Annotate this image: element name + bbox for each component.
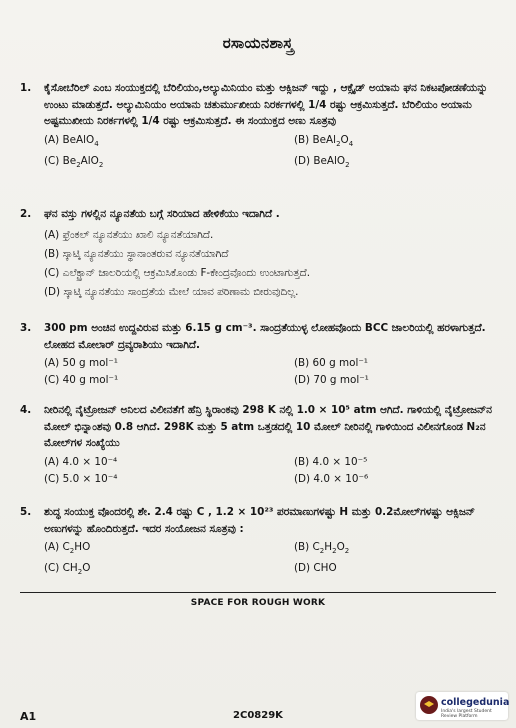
options-grid [44,540,506,579]
question-4 [20,402,506,486]
option-a: (A) 50 g mol⁻¹ [44,357,118,369]
question-1 [20,80,506,172]
option-b: (B) $BeAl_2O_4$ [294,133,354,148]
option-b: (B) ಸ್ಕಾಟ್ಕಿ ನ್ಯೂನತೆಯು ಸ್ಥಾನಾಂತರುವ ನ್ಯೂನತೆಯಾಗಿದೆ [44,247,229,260]
option-c: (C) 5.0 × 10⁻⁴ [44,472,118,485]
question-stem: 300 pm ಅಂಚಿನ ಉದ್ದವಿರುವ ಮತ್ತು 6.15 g cm⁻³. ಸಾಂದ್ರತೆಯುಳ್ಳ ಲೋಹವೊಂದು BCC ಜಾಲರಿಯಲ್ಲಿ ಹರಳಾಗುತ್ತದೆ. ಲೋಹದ ಮೋಲಾರ್ ದ್ರವ್ಯರಾಶಿಯು ಇದಾಗಿದೆ. [44,322,486,351]
logo-tagline: India's largest Student Review Platform [441,709,492,719]
option-b: (B) 4.0 × 10⁻⁵ [294,455,368,468]
booklet-code: 2C0829K [233,710,283,721]
page-label: A1 [20,710,37,723]
option-c: (C) $CH_2O$ [44,562,91,577]
option-a: (A) BeAlO$_4$ [44,133,99,148]
option-b: (B) 60 g mol⁻¹ [294,357,368,369]
rough-work-label: SPACE FOR ROUGH WORK [190,598,326,608]
option-c: (C) $Be_2AlO_2$ [44,154,104,169]
question-stem: ಕೈಸೋಬೆರಿಲ್ ಎಂಬ ಸಂಯುಕ್ತದಲ್ಲಿ ಬೆರಿಲಿಯಂ,ಅಲ್ಯುಮಿನಿಯಂ ಮತ್ತು ಆಕ್ಸಿಜನ್ ಇದ್ದು , ಆಕ್ಸೈಡ್ ಅಯಾನು ಘನ ನಿಕಟಪೋಡಣೆಯನ್ನು ಉಂಟು ಮಾಡುತ್ತದೆ. ಅಲ್ಯುಮಿನಿಯಂ ಅಯಾನು ಚತುರ್ಮುಖೀಯ ನಿರರ್ಕಗಳಲ್ಲಿ 1/4 ರಷ್ಟು ಆಕ್ರಮಿಸುತ್ತದೆ. ಬೆರಿಲಿಯಂ ಅಯಾನು ಅಷ್ಟಮುಖೀಯ ನಿರರ್ಕಗಳಲ್ಲಿ 1/4 ರಷ್ಟು ಆಕ್ರಮಿಸುತ್ತದೆ. ಈ ಸಂಯುಕ್ತದ ಅಣು ಸೂತ್ರವು [44,82,488,127]
option-d: (D) CHO [294,562,337,575]
rough-work-divider [20,592,496,593]
question-3 [20,320,506,387]
option-d: (D) ಸ್ಕಾಟ್ಕಿ ನ್ಯೂನತೆಯು ಸಾಂದ್ರತೆಯ ಮೇಲೆ ಯಾವ ಪರಿಣಾಮ ಬೀರುವುದಿಲ್ಲ. [44,285,299,298]
page-title: ರಸಾಯನಶಾಸ್ತ್ರ [222,34,294,52]
question-stem: ನೀರಿನಲ್ಲಿ ನೈಟ್ರೋಜನ್ ಅನಿಲದ ವಿಲೀನತೆಗೆ ಹೆನ್ರಿ ಸ್ಥಿರಾಂಕವು 298 K ನಲ್ಲಿ 1.0 × 10⁵ atm ಆಗಿದೆ. ಗಾಳಿಯಲ್ಲಿ ನೈಟ್ರೋಜನ್‌ನ ಮೋಲ್ ಭಿನ್ನಾಂಶವು 0.8 ಆಗಿದೆ. 298K ಮತ್ತು 5 atm ಒತ್ತಡದಲ್ಲಿ 10 ಮೋಲ್ ನೀರಿನಲ್ಲಿ ಗಾಳಿಯಿಂದ ವಿಲೀನಗೊಂಡ N₂ನ ಮೋಲ್‌ಗಳ ಸಂಖ್ಯೆಯು [44,404,492,449]
option-b: (B) $C_2H_2O_2$ [294,541,350,556]
option-a: (A) ಫ್ರೆಂಕಲ್ ನ್ಯೂನತೆಯು ಖಾಲಿ ನ್ಯೂನತೆಯಾಗಿದೆ. [44,228,214,241]
options-grid [44,356,506,387]
options-grid [44,133,506,172]
options-list [44,226,506,302]
question-number: 4. [20,404,32,416]
logo-brand: collegedunia [441,697,510,708]
question-5 [20,504,506,579]
question-number: 3. [20,322,32,334]
option-c: (C) ಎಲೆಕ್ಟ್ರಾನ್ ಜಾಲರಿಯಲ್ಲಿ ಆಕ್ರಮಿಸಿಕೊಂಡು F-ಕೇಂದ್ರವೊಂದು ಉಂಟಾಗುತ್ತದೆ. [44,266,311,279]
question-number: 1. [20,82,32,94]
question-number: 5. [20,506,32,518]
option-c: (C) 40 g mol⁻¹ [44,374,119,386]
question-2 [20,206,506,302]
option-a: (A) $C_2HO$ [44,541,91,556]
collegedunia-logo [416,692,508,720]
question-stem: ಶುದ್ಧ ಸಂಯುಕ್ತ ವೊಂದರಲ್ಲಿ ಶೇ. 2.4 ರಷ್ಟು C , 1.2 × 10²³ ಪರಮಾಣುಗಳಷ್ಟು H ಮತ್ತು 0.2ಮೋಲ್‌ಗಳಷ್ಟು ಆಕ್ಸಿಜನ್ ಅಣುಗಳನ್ನು ಹೊಂದಿರುತ್ತದೆ. ಇದರ ಸಂಯೋಜನ ಸೂತ್ರವು : [44,506,475,535]
question-stem: ಘನ ವಸ್ತು ಗಳಲ್ಲಿನ ನ್ಯೂನತೆಯ ಬಗ್ಗೆ ಸರಿಯಾದ ಹೇಳಿಕೆಯು ಇದಾಗಿದೆ . [44,208,280,220]
options-grid [44,455,506,486]
option-d: (D) BeAlO$_2$ [294,154,350,169]
option-a: (A) 4.0 × 10⁻⁴ [44,455,118,468]
option-d: (D) 70 g mol⁻¹ [294,374,369,386]
option-d: (D) 4.0 × 10⁻⁶ [294,472,369,485]
question-number: 2. [20,208,32,220]
graduation-cap-icon [420,696,438,714]
